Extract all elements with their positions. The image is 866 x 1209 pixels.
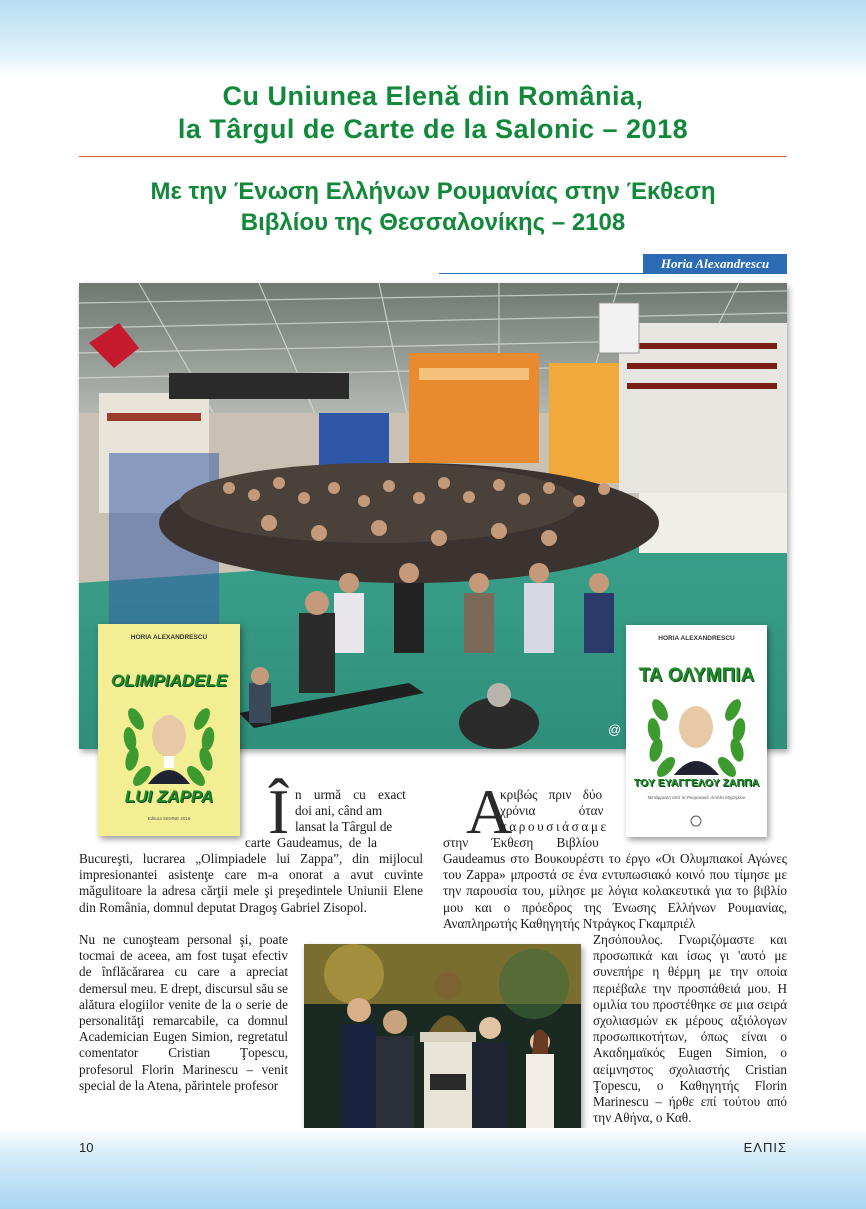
gr-line-4: στην Έκθεση Βιβλίου bbox=[443, 835, 599, 850]
book-cover-greek bbox=[626, 625, 767, 837]
ro-column: Nu ne cunoşteam personal şi, poate tocmai de aceea, am fost tuşat efectiv de înflăcărarea cu care a apreciat demersul meu. E drept, discursul său se alătura elogiilor venite de la o serie de personalităţi remarcabile, ca domnul Academician Eugen Simion, regretatul comentator Cristian Ţopescu, profesorul Florin Marinescu – venit special de la Atena, părintele profesor bbox=[79, 932, 288, 1093]
ro-paragraph: Bucureşti, lucrarea „Olimpiadele lui Zappa”, din mijlocul impresionantei asistenţe care m-a onorat a avut cuvinte măgulitoare la adresa cărţii mele şi preşedintele Uniunii Elene din România, domnul deputat Dragoş Gabriel Zisopol. bbox=[79, 851, 423, 915]
title-ro-line1: Cu Uniunea Elenă din România, bbox=[222, 81, 644, 111]
book-ro-title-line1: OLIMPIADELE bbox=[110, 671, 228, 690]
title-romanian bbox=[0, 80, 866, 146]
title-ro-line2: la Târgul de Carte de la Salonic – 2018 bbox=[177, 114, 689, 144]
gr-line-3: παρουσιάσαμε bbox=[500, 819, 609, 834]
page-number: 10 bbox=[79, 1140, 94, 1155]
photo-credit: @ bbox=[608, 722, 622, 737]
ro-line-4: carte Gaudeamus, de la bbox=[245, 835, 378, 850]
ro-line-2: doi ani, când am bbox=[295, 803, 383, 818]
book-gr-title-line1: ΤΑ ΟΛΥΜΠΙΑ bbox=[638, 665, 755, 686]
title-gr-line2: Βιβλίου της Θεσσαλονίκης – 2108 bbox=[240, 209, 626, 236]
book-ro-publisher: Editura SEMNE 2018 bbox=[147, 816, 191, 821]
book-ro-author: HORIA ALEXANDRESCU bbox=[130, 634, 208, 641]
magazine-name: ΕΛΠΙΣ bbox=[743, 1140, 787, 1155]
title-divider bbox=[79, 156, 787, 157]
ro-dropcap: Î bbox=[268, 776, 290, 847]
title-gr-line1: Με την Ένωση Ελλήνων Ρουμανίας στην Έκθεση bbox=[150, 178, 716, 205]
gr-column: Ζησόπουλος. Γνωριζόμαστε και προσωπικά και ίσως γι 'αυτό με συνεπήρε η θέρμη με την οποία περιέβαλε την προσπάθειά μου. Η ομιλία του προστέθηκε σε μια σειρά σχολιασμών εκ μέρους αξιόλογων προσωπικοτήτων, όπως είναι ο Ακαδημαϊκός Eugen Simion, ο αείμνηστος σχολιαστής Cristian Ţopescu, ο Καθηγητής Florin Marinescu – ήρθε επί τούτου από την Αθήνα, ο Καθ. bbox=[593, 932, 787, 1126]
ro-line-3: lansat la Târgul de bbox=[295, 819, 393, 834]
gr-line-2: χρόνια όταν bbox=[500, 803, 604, 818]
gr-line-1: κριβώς πριν δύο bbox=[500, 787, 603, 802]
gr-dropcap: Α bbox=[466, 776, 513, 847]
book-gr-author: HORIA ALEXANDRESCU bbox=[658, 635, 735, 642]
book-cover-romanian bbox=[98, 624, 240, 836]
author-rule bbox=[439, 273, 787, 274]
top-gradient-band bbox=[0, 0, 866, 78]
award-ceremony-photo bbox=[304, 944, 581, 1131]
title-greek bbox=[0, 176, 866, 238]
book-gr-translator: Μετάφραση από τα Ρουμανικά: Αντέλα Μιχαηλίου bbox=[647, 795, 746, 800]
book-gr-title-line2: ΤΟΥ ΕΥΑΓΓΕΛΟΥ ΖΑΠΠΑ bbox=[633, 777, 760, 789]
author-byline: Horia Alexandrescu bbox=[643, 254, 787, 273]
zappa-portrait-icon bbox=[626, 625, 767, 837]
gr-paragraph: Gaudeamus στο Βουκουρέστι το έργο «Οι Ολυμπιακοί Αγώνες του Zappa» μπροστά σε ένα εντυπωσιακό κοινό που τίμησε με την παρουσία του, μίλησε με λόγια κολακευτικά για το βιβλίο μου και ο πρόεδρος της Ένωσης Ελλήνων Ρουμανίας, Αναπληρωτής Καθηγητής Ντράγκος Γκαμπριέλ bbox=[443, 851, 787, 931]
ceremony-illustration bbox=[304, 944, 581, 1131]
ro-line-1: n urmă cu exact bbox=[295, 787, 406, 802]
book-ro-title-line2: LUI ZAPPA bbox=[124, 787, 214, 806]
